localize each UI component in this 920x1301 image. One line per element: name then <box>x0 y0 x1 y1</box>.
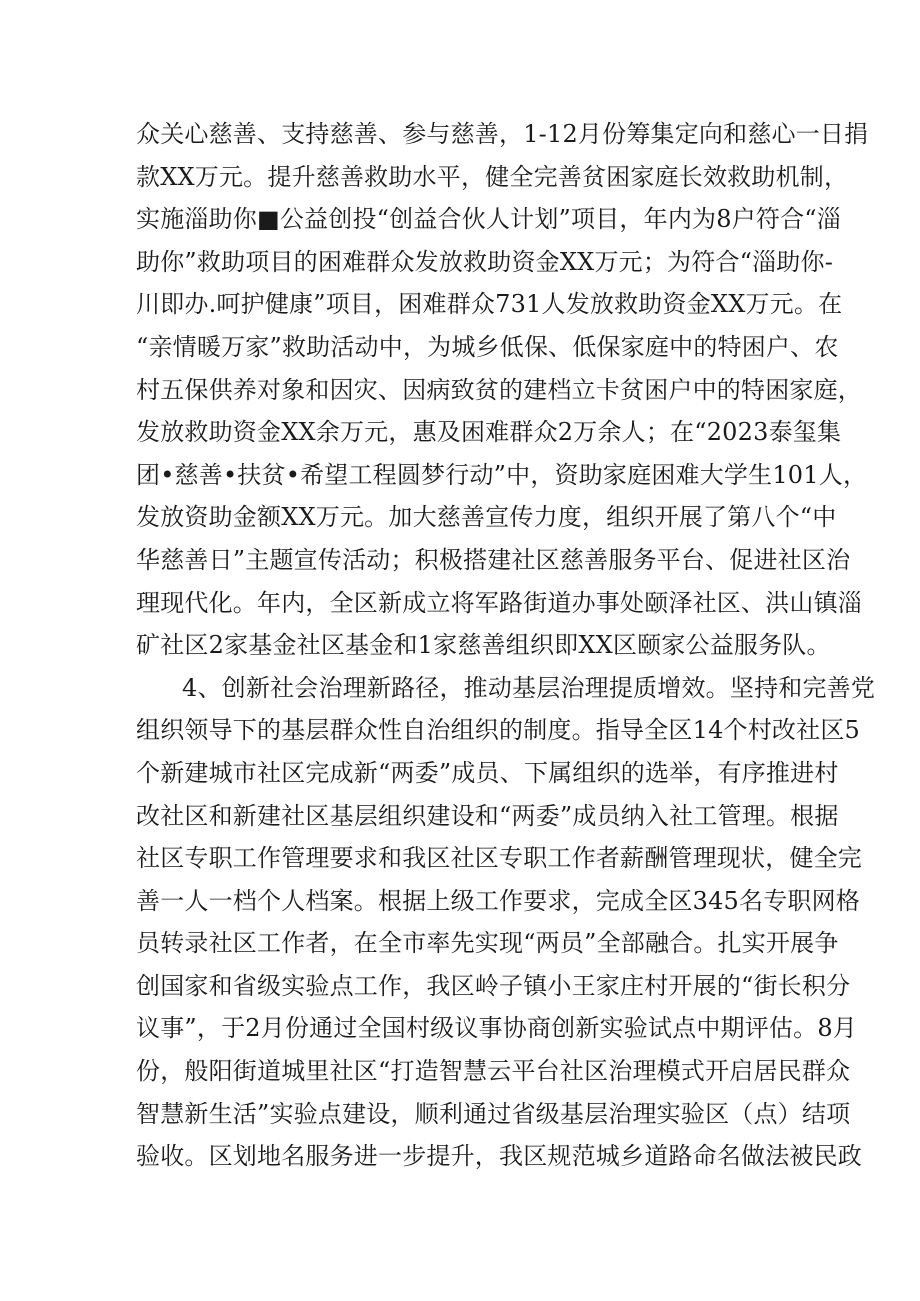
text-line: 发放资助金额XX万元。加大慈善宣传力度，组织开展了第八个“中 <box>136 503 837 532</box>
text-line: 员转录社区工作者，在全市率先实现“两员”全部融合。扎实开展争 <box>136 929 839 958</box>
text-line: 川即办.呵护健康”项目，困难群众731人发放救助资金XX万元。在 <box>136 290 843 319</box>
text-line: 社区专职工作管理要求和我区社区专职工作者薪酬管理现状，健全完 <box>136 844 862 873</box>
text-line: 众关心慈善、支持慈善、参与慈善，1-12月份筹集定向和慈心一日捐 <box>136 120 869 148</box>
section-heading-line: 4、创新社会治理新路径，推动基层治理提质增效。坚持和完善党 <box>182 673 876 702</box>
text-line: 助你”救助项目的困难群众发放救助资金XX万元；为符合“淄助你- <box>136 247 834 276</box>
text-line: 份，般阳街道城里社区“打造智慧云平台社区治理模式开启居民群众 <box>136 1057 851 1086</box>
text-line: 个新建城市社区完成新“两委”成员、下属组织的选举，有序推进村 <box>136 758 839 787</box>
text-line: 华慈善日”主题宣传活动；积极搭建社区慈善服务平台、促进社区治 <box>136 545 851 574</box>
text-line: 实施淄助你■公益创投“创益合伙人计划”项目，年内为8户符合“淄 <box>136 205 841 234</box>
text-line: 理现代化。年内，全区新成立将军路街道办事处颐泽社区、洪山镇淄 <box>136 588 862 617</box>
text-line: 善一人一档个人档案。根据上级工作要求，完成全区345名专职网格 <box>136 886 861 915</box>
text-line: 村五保供养对象和因灾、因病致贫的建档立卡贫困户中的特困家庭， <box>136 375 862 404</box>
paragraph-governance <box>136 667 876 1178</box>
text-line: 改社区和新建社区基层组织建设和“两委”成员纳入社工管理。根据 <box>136 801 839 830</box>
text-line: 团•慈善•扶贫•希望工程圆梦行动”中，资助家庭困难大学生101人， <box>136 460 868 489</box>
text-line: 矿社区2家基金社区基金和1家慈善组织即XX区颐家公益服务队。 <box>136 631 831 660</box>
paragraph-charity <box>136 113 869 667</box>
text-line: 议事”，于2月份通过全国村级议事协商创新实验试点中期评估。8月 <box>136 1014 858 1043</box>
text-line: 发放救助资金XX余万元，惠及困难群众2万余人；在“2023泰玺集 <box>136 418 842 447</box>
text-line: “亲情暖万家”救助活动中，为城乡低保、低保家庭中的特困户、农 <box>136 332 839 361</box>
text-line: 组织领导下的基层群众性自治组织的制度。指导全区14个村改社区5 <box>136 716 861 745</box>
text-line: 验收。区划地名服务进一步提升，我区规范城乡道路命名做法被民政 <box>136 1142 862 1171</box>
document-body <box>136 113 876 1178</box>
text-line: 创国家和省级实验点工作，我区岭子镇小王家庄村开展的“街长积分 <box>136 971 851 1000</box>
text-line: 款XX万元。提升慈善救助水平，健全完善贫困家庭长效救助机制， <box>136 162 849 191</box>
text-line: 智慧新生活”实验点建设，顺利通过省级基层治理实验区（点）结项 <box>136 1099 851 1128</box>
